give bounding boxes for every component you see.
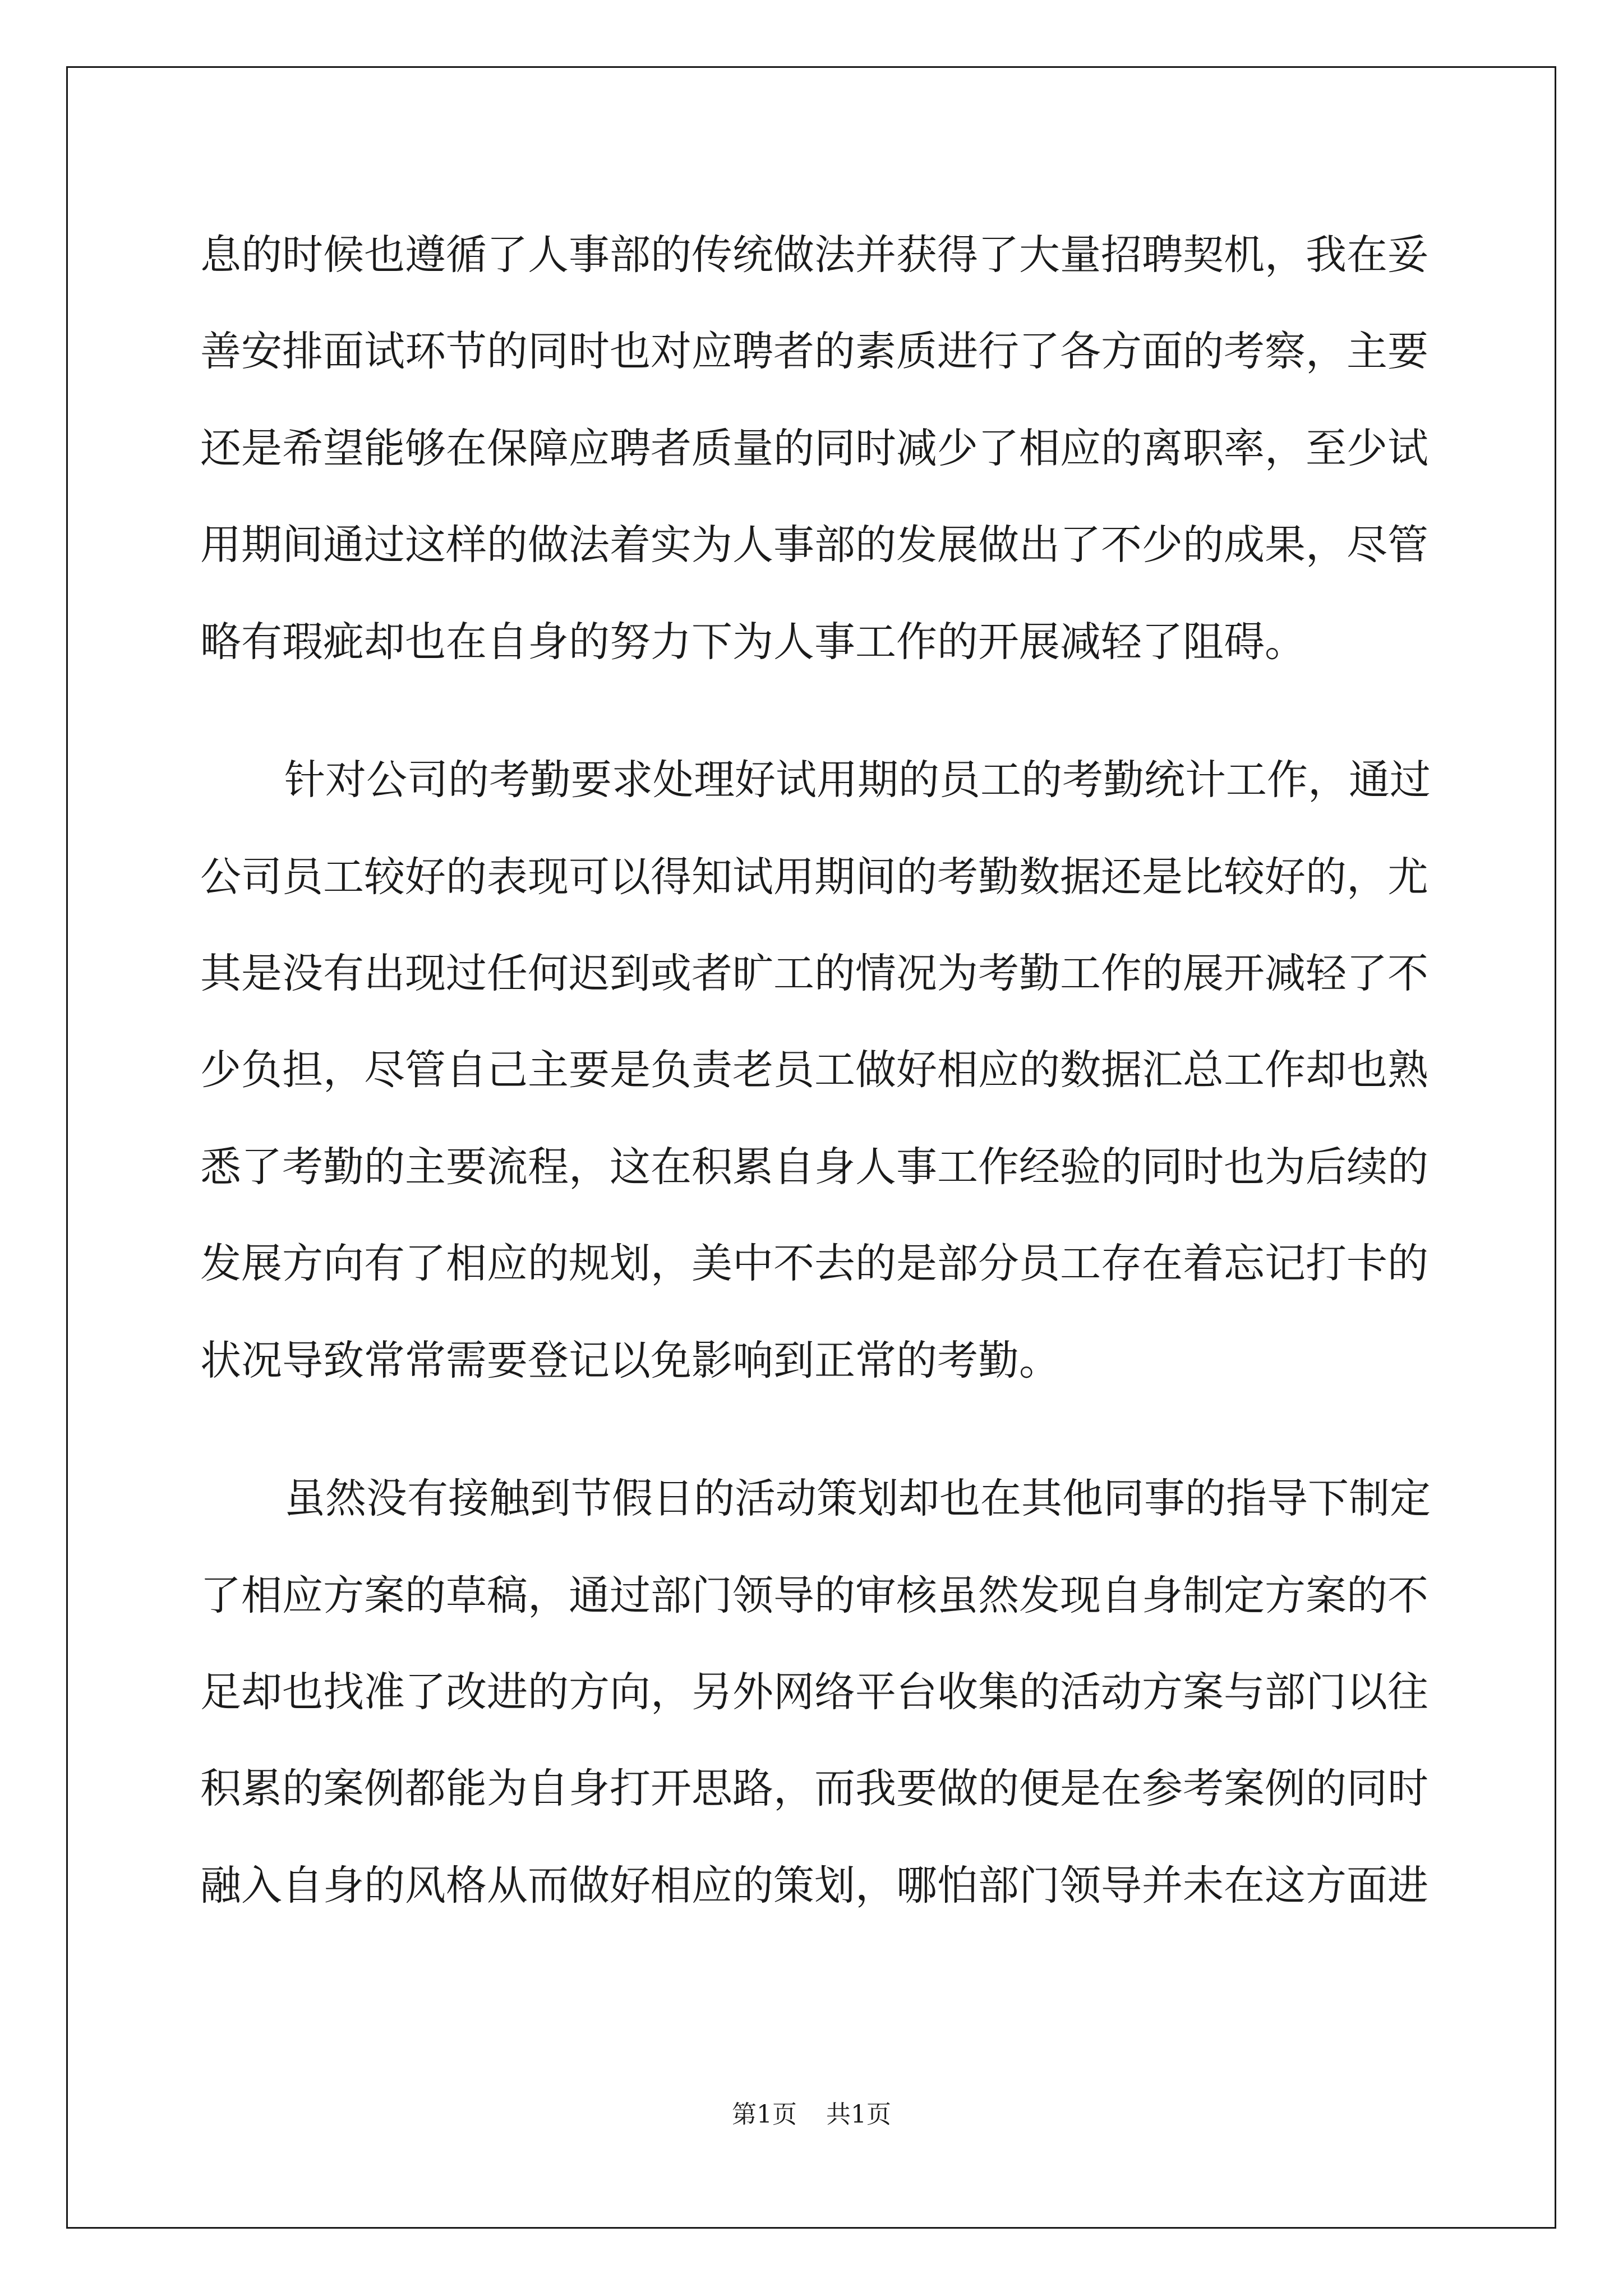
text-line: 还是希望能够在保障应聘者质量的同时减少了相应的离职率，至少试 bbox=[200, 425, 1428, 472]
text-line: 息的时候也遵循了人事部的传统做法并获得了大量招聘契机，我在妥 bbox=[200, 231, 1428, 279]
text-line: 善安排面试环节的同时也对应聘者的素质进行了各方面的考察，主要 bbox=[200, 328, 1428, 375]
paragraph-first-line: 针对公司的考勤要求处理好试用期的员工的考勤统计工作，通过 bbox=[284, 756, 1431, 804]
text-line: 公司员工较好的表现可以得知试用期间的考勤数据还是比较好的，尤 bbox=[200, 853, 1428, 901]
text-line: 略有瑕疵却也在自身的努力下为人事工作的开展减轻了阻碍。 bbox=[200, 618, 1306, 666]
page-total: 共1页 bbox=[826, 2100, 891, 2129]
paragraph-first-line: 虽然没有接触到节假日的活动策划却也在其他同事的指导下制定 bbox=[284, 1475, 1431, 1522]
text-line: 用期间通过这样的做法着实为人事部的发展做出了不少的成果，尽管 bbox=[200, 521, 1428, 569]
text-line: 积累的案例都能为自身打开思路，而我要做的便是在参考案例的同时 bbox=[200, 1765, 1428, 1812]
text-line: 足却也找准了改进的方向，另外网络平台收集的活动方案与部门以往 bbox=[200, 1668, 1428, 1716]
text-line: 融入自身的风格从而做好相应的策划，哪怕部门领导并未在这方面进 bbox=[200, 1862, 1428, 1910]
text-line: 了相应方案的草稿，通过部门领导的审核虽然发现自身制定方案的不 bbox=[200, 1572, 1428, 1619]
text-line: 少负担，尽管自己主要是负责老员工做好相应的数据汇总工作却也熟 bbox=[200, 1046, 1428, 1094]
page-number: 第1页 bbox=[732, 2100, 797, 2129]
text-line: 状况导致常常需要登记以免影响到正常的考勤。 bbox=[200, 1337, 1060, 1384]
page-footer bbox=[0, 2094, 1623, 2130]
text-line: 发展方向有了相应的规划，美中不去的是部分员工存在着忘记打卡的 bbox=[200, 1240, 1428, 1287]
text-line: 悉了考勤的主要流程，这在积累自身人事工作经验的同时也为后续的 bbox=[200, 1143, 1428, 1191]
text-line: 其是没有出现过任何迟到或者旷工的情况为考勤工作的展开减轻了不 bbox=[200, 950, 1428, 997]
